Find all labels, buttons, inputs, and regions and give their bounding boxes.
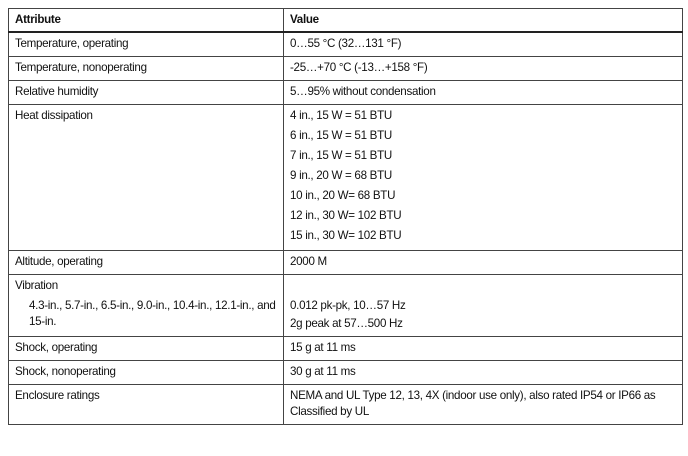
attribute-cell: Altitude, operating <box>9 251 284 275</box>
attribute-cell: Temperature, operating <box>9 32 284 57</box>
value-cell: 5…95% without condensation <box>284 81 683 105</box>
table-row <box>9 105 683 251</box>
vibration-label: Vibration <box>15 279 58 292</box>
table-row <box>9 337 683 361</box>
value-cell: 15 g at 11 ms <box>284 337 683 361</box>
heat-value-line: 12 in., 30 W= 102 BTU <box>290 209 402 222</box>
table-row <box>9 81 683 105</box>
table-row <box>9 57 683 81</box>
vibration-spacer <box>290 278 676 294</box>
heat-value-line: 7 in., 15 W = 51 BTU <box>290 149 392 162</box>
attribute-cell <box>9 275 284 337</box>
vibration-sizes-label: 4.3-in., 5.7-in., 6.5-in., 9.0-in., 10.4-in., 12.1-in., and 15-in. <box>29 299 276 328</box>
table-row <box>9 385 683 425</box>
header-attribute: Attribute <box>9 9 284 33</box>
heat-value-line: 6 in., 15 W = 51 BTU <box>290 129 392 142</box>
value-cell <box>284 105 683 251</box>
table-row <box>9 32 683 57</box>
attribute-cell: Shock, nonoperating <box>9 361 284 385</box>
value-cell: -25…+70 °C (-13…+158 °F) <box>284 57 683 81</box>
table-row <box>9 361 683 385</box>
value-cell: 30 g at 11 ms <box>284 361 683 385</box>
attribute-cell: Temperature, nonoperating <box>9 57 284 81</box>
table-header-row <box>9 9 683 33</box>
heat-value-line: 9 in., 20 W = 68 BTU <box>290 169 392 182</box>
value-cell: 0…55 °C (32…131 °F) <box>284 32 683 57</box>
value-cell <box>284 275 683 337</box>
attribute-cell: Shock, operating <box>9 337 284 361</box>
attribute-cell: Relative humidity <box>9 81 284 105</box>
table-row <box>9 275 683 337</box>
header-value: Value <box>284 9 683 33</box>
attribute-cell: Enclosure ratings <box>9 385 284 425</box>
vibration-value-line: 0.012 pk-pk, 10…57 Hz <box>290 299 406 312</box>
value-cell: 2000 M <box>284 251 683 275</box>
heat-value-line: 4 in., 15 W = 51 BTU <box>290 109 392 122</box>
attribute-cell: Heat dissipation <box>9 105 284 251</box>
specifications-table <box>8 8 683 425</box>
heat-value-line: 15 in., 30 W= 102 BTU <box>290 229 402 242</box>
vibration-value-line: 2g peak at 57…500 Hz <box>290 317 403 330</box>
table-row <box>9 251 683 275</box>
value-cell: NEMA and UL Type 12, 13, 4X (indoor use only), also rated IP54 or IP66 as Classified by UL <box>284 385 683 425</box>
heat-value-line: 10 in., 20 W= 68 BTU <box>290 189 396 202</box>
